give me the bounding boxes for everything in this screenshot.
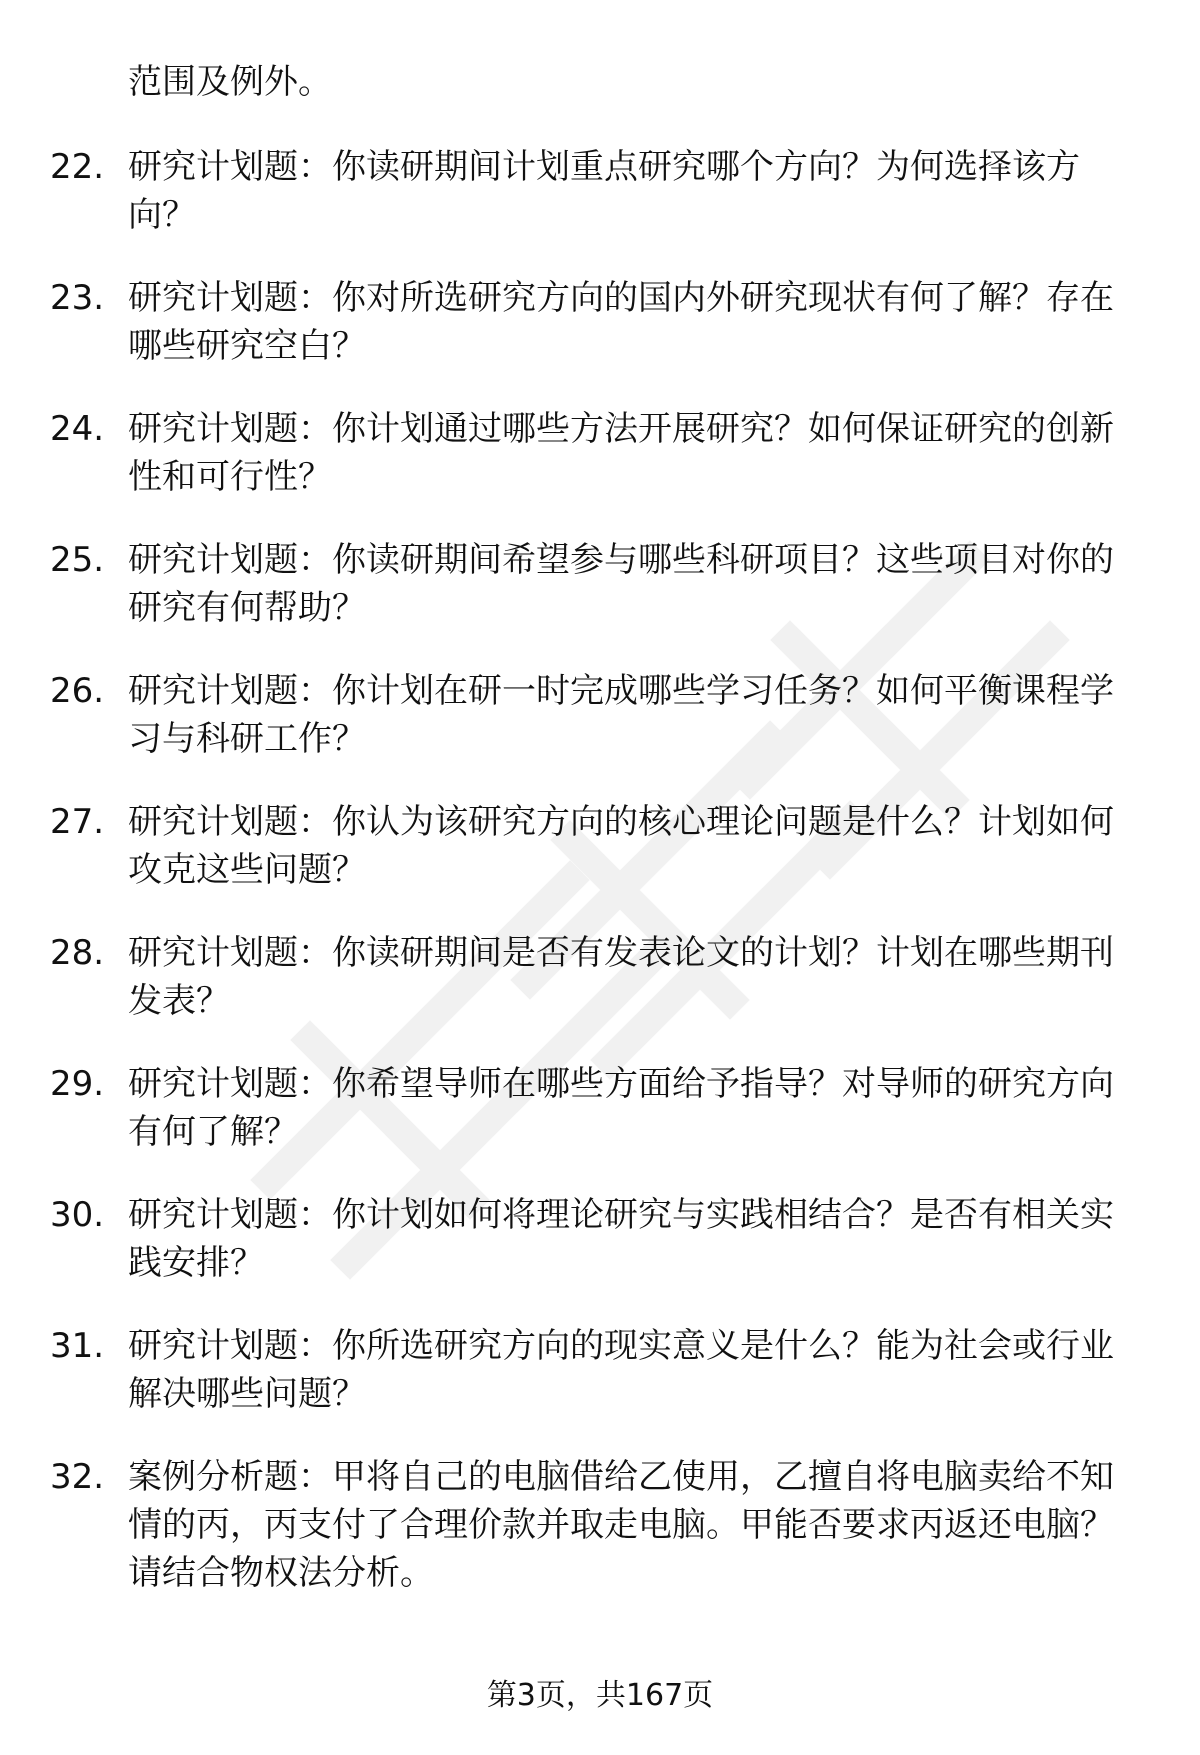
list-item	[50, 798, 1140, 929]
list-item	[50, 274, 1140, 405]
item-number: 24.	[50, 409, 105, 449]
item-number: 27.	[50, 802, 105, 842]
question-list	[50, 143, 1140, 1613]
item-number: 22.	[50, 147, 105, 187]
item-number: 30.	[50, 1195, 105, 1235]
list-item	[50, 536, 1140, 667]
list-item	[50, 1453, 1140, 1613]
item-number: 31.	[50, 1326, 105, 1366]
item-number: 23.	[50, 278, 105, 318]
item-text: 案例分析题：甲将自己的电脑借给乙使用，乙擅自将电脑卖给不知情的丙，丙支付了合理价款并取走电脑。甲能否要求丙返还电脑？请结合物权法分析。	[128, 1457, 1114, 1593]
page-footer: 第3页，共167页	[486, 1678, 714, 1713]
item-text: 研究计划题：你认为该研究方向的核心理论问题是什么？计划如何攻克这些问题？	[128, 802, 1114, 890]
item-number: 25.	[50, 540, 105, 580]
item-number: 28.	[50, 933, 105, 973]
item-text: 研究计划题：你计划在研一时完成哪些学习任务？如何平衡课程学习与科研工作？	[128, 671, 1114, 759]
list-item	[50, 143, 1140, 274]
item-text: 研究计划题：你读研期间是否有发表论文的计划？计划在哪些期刊发表？	[128, 933, 1114, 1021]
item-text: 研究计划题：你读研期间希望参与哪些科研项目？这些项目对你的研究有何帮助？	[128, 540, 1114, 628]
continued-text: 范围及例外。	[128, 62, 332, 102]
list-item	[50, 929, 1140, 1060]
item-number: 29.	[50, 1064, 105, 1104]
list-item	[50, 1322, 1140, 1453]
list-item	[50, 667, 1140, 798]
item-text: 研究计划题：你计划通过哪些方法开展研究？如何保证研究的创新性和可行性？	[128, 409, 1114, 497]
list-item	[50, 1060, 1140, 1191]
item-text: 研究计划题：你对所选研究方向的国内外研究现状有何了解？存在哪些研究空白？	[128, 278, 1114, 366]
list-item	[50, 1191, 1140, 1322]
item-text: 研究计划题：你读研期间计划重点研究哪个方向？为何选择该方向？	[128, 147, 1080, 235]
item-text: 研究计划题：你计划如何将理论研究与实践相结合？是否有相关实践安排？	[128, 1195, 1114, 1283]
item-text: 研究计划题：你希望导师在哪些方面给予指导？对导师的研究方向有何了解？	[128, 1064, 1114, 1152]
list-item	[50, 405, 1140, 536]
item-text: 研究计划题：你所选研究方向的现实意义是什么？能为社会或行业解决哪些问题？	[128, 1326, 1114, 1414]
item-number: 32.	[50, 1457, 105, 1497]
item-number: 26.	[50, 671, 105, 711]
